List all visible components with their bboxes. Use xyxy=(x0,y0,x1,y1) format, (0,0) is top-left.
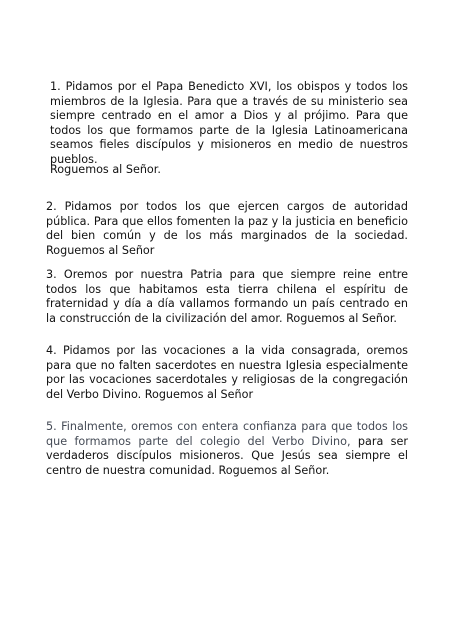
intention-5-text-part1: 5. Finalmente, oremos con entera confianza para que todos los que formamos parte del colegio del Verbo Divino, xyxy=(46,420,408,448)
intention-5-text-part2: para ser verdaderos discípulos misioneros. Que Jesús sea siempre el centro de nuestra comunidad. Roguemos al Señor. xyxy=(46,434,408,477)
intention-5-text xyxy=(46,420,408,478)
intention-2-text: 2. Pidamos por todos los que ejercen cargos de autoridad pública. Para que ellos fomenten la paz y la justicia en beneficio del bien común y de los más marginados de la sociedad. Roguemos al Señor xyxy=(46,200,408,257)
intention-4-text: 4. Pidamos por las vocaciones a la vida consagrada, oremos para que no falten sacerdotes en nuestra Iglesia especialmente por las vocaciones sacerdotales y religiosas de la congregación del Verbo Divino. Roguemos al Señor xyxy=(46,344,408,401)
intention-1-text: 1. Pidamos por el Papa Benedicto XVI, los obispos y todos los miembros de la Iglesia. Para que a través de su ministerio sea siempre centrado en el amor a Dios y al prójimo. Para que todos los que formamos parte de la Iglesia Latinoamericana seamos fieles discípulos y misioneros en medio de nuestros pueblos. xyxy=(50,80,408,166)
intention-1-closing: Roguemos al Señor. xyxy=(50,163,161,176)
intention-3-text: 3. Oremos por nuestra Patria para que siempre reine entre todos los que habitamos esta tierra chilena el espíritu de fraternidad y día a día vallamos formando un país centrado en la construcción de la civilización del amor. Roguemos al Señor. xyxy=(46,268,408,325)
